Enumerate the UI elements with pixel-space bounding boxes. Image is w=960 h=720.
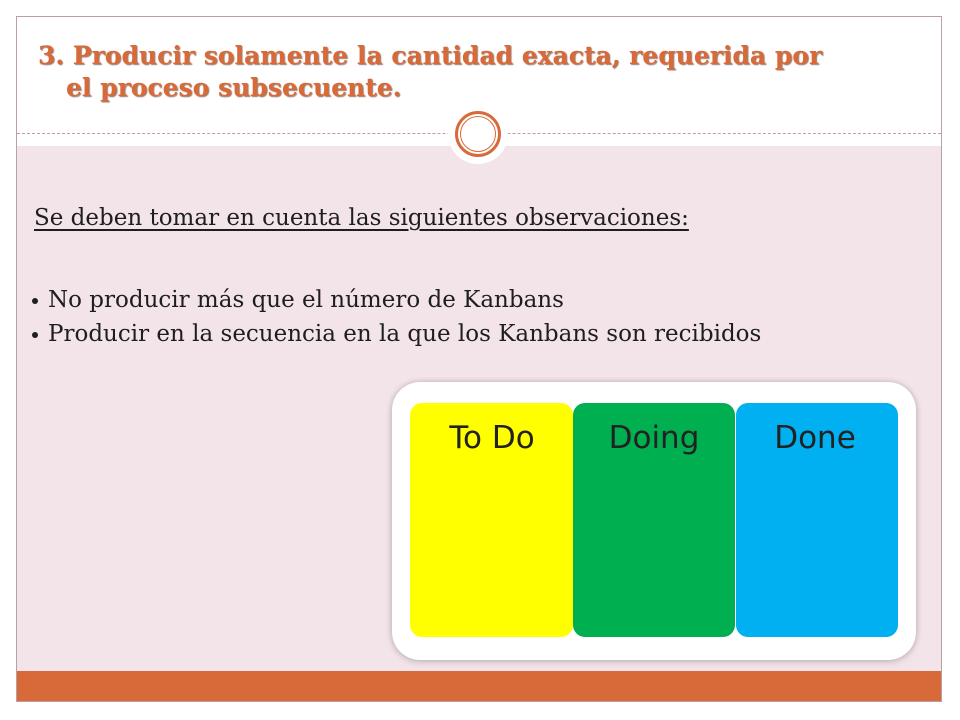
slide-title <box>38 40 938 104</box>
list-item-text: No producir más que el número de Kanbans <box>48 287 564 313</box>
list-item <box>32 317 761 351</box>
list-item <box>32 283 761 317</box>
bullet-icon <box>32 332 38 338</box>
slide-title-line-2: el proceso subsecuente. <box>66 73 402 102</box>
bullet-icon <box>32 298 38 304</box>
slide-title-line-1: 3. Producir solamente la cantidad exacta, requerida por <box>38 41 823 70</box>
kanban-label-doing: Doing <box>608 420 700 456</box>
observations-list <box>32 283 761 351</box>
circle-ornament-inner-ring <box>460 116 496 152</box>
kanban-label-done: Done <box>774 420 856 456</box>
list-item-text: Producir en la secuencia en la que los Kanbans son recibidos <box>48 321 762 347</box>
observations-heading: Se deben tomar en cuenta las siguientes observaciones: <box>34 205 689 231</box>
kanban-label-todo: To Do <box>449 420 535 456</box>
footer-bar <box>17 671 941 701</box>
